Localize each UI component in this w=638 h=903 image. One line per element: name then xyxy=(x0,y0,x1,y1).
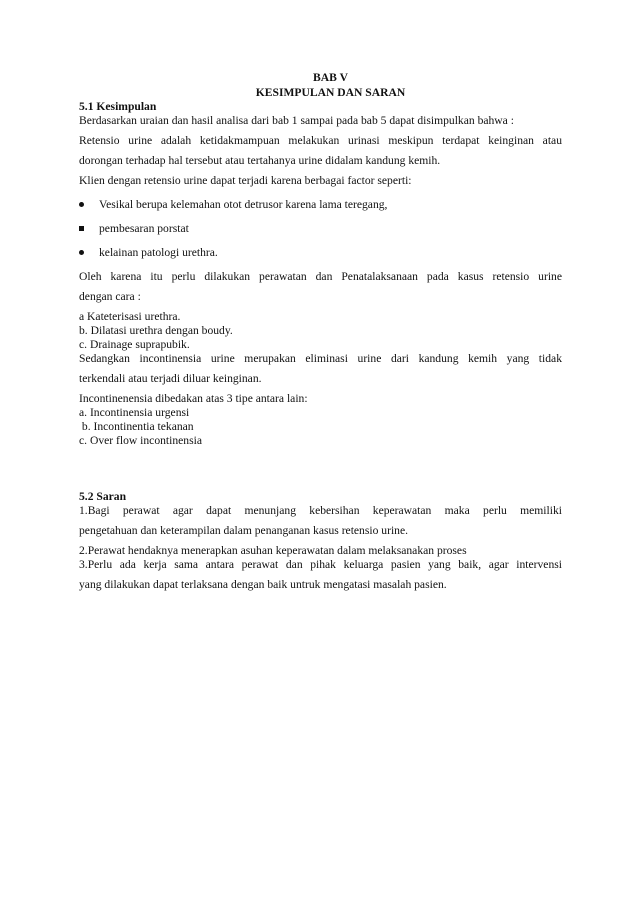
care-line-2: dengan cara : xyxy=(79,290,141,303)
definition-line-2: dorongan terhadap hal tersebut atau tertahanya urine didalam kandung kemih. xyxy=(79,154,441,167)
kesimpulan-intro: Berdasarkan uraian dan hasil analisa dari bab 1 sampai pada bab 5 dapat disimpulkan bahwa : xyxy=(79,114,514,127)
list-item xyxy=(79,198,562,212)
saran-2: 2.Perawat hendaknya menerapkan asuhan keperawatan dalam melaksanakan proses xyxy=(79,544,467,557)
list-item xyxy=(79,222,562,236)
factor-intro: Klien dengan retensio urine dapat terjadi karena berbagai factor seperti: xyxy=(79,174,412,187)
chapter-title: KESIMPULAN DAN SARAN xyxy=(255,86,406,99)
section-heading-kesimpulan: 5.1 Kesimpulan xyxy=(79,100,157,113)
saran-1-line-2: pengetahuan dan keterampilan dalam penanganan kasus retensio urine. xyxy=(79,524,409,537)
type-item: c. Over flow incontinensia xyxy=(79,434,202,447)
definition-line-1: Retensio urine adalah ketidakmampuan melakukan urinasi meskipun terdapat keinginan atau xyxy=(79,134,562,147)
method-item: a Kateterisasi urethra. xyxy=(79,310,181,323)
bullet-disc-icon xyxy=(79,198,99,212)
chapter-label: BAB V xyxy=(313,71,348,84)
list-item xyxy=(79,246,562,260)
type-item: b. Incontinentia tekanan xyxy=(79,420,194,433)
section-heading-saran: 5.2 Saran xyxy=(79,490,127,503)
saran-3-line-2: yang dilakukan dapat terlaksana dengan baik untruk mengatasi masalah pasien. xyxy=(79,578,447,591)
factor-text: pembesaran porstat xyxy=(99,222,189,235)
types-intro: Incontinenensia dibedakan atas 3 tipe antara lain: xyxy=(79,392,308,405)
saran-1-line-1: 1.Bagi perawat agar dapat menunjang kebersihan keperawatan maka perlu memiliki xyxy=(79,504,562,517)
method-item: c. Drainage suprapubik. xyxy=(79,338,190,351)
factor-text: Vesikal berupa kelemahan otot detrusor karena lama teregang, xyxy=(99,198,388,211)
saran-3-line-1: 3.Perlu ada kerja sama antara perawat dan pihak keluarga pasien yang baik, agar intervensi xyxy=(79,558,562,571)
method-item: b. Dilatasi urethra dengan boudy. xyxy=(79,324,233,337)
factor-list xyxy=(79,198,562,260)
bullet-square-icon xyxy=(79,222,99,236)
care-line-1: Oleh karena itu perlu dilakukan perawatan dan Penatalaksanaan pada kasus retensio urine xyxy=(79,270,562,283)
bullet-disc-icon xyxy=(79,246,99,260)
document-page xyxy=(79,70,562,592)
incontinence-line-2: terkendali atau terjadi diluar keinginan. xyxy=(79,372,262,385)
type-item: a. Incontinensia urgensi xyxy=(79,406,190,419)
section-spacer xyxy=(79,448,562,490)
factor-text: kelainan patologi urethra. xyxy=(99,246,218,259)
incontinence-line-1: Sedangkan incontinensia urine merupakan eliminasi urine dari kandung kemih yang tidak xyxy=(79,352,562,365)
